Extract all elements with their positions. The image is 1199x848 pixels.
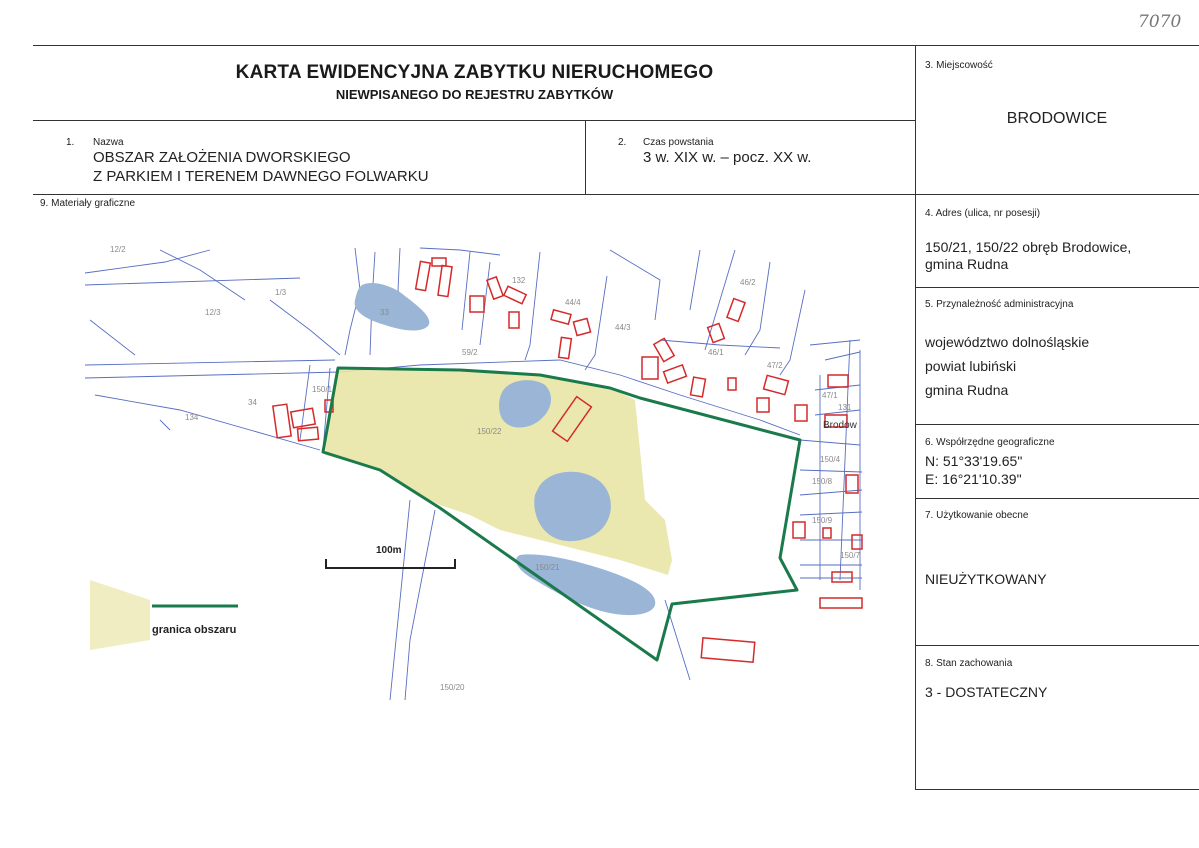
stan-value: 3 - DOSTATECZNY — [925, 684, 1048, 700]
czas-value: 3 w. XIX w. – pocz. XX w. — [643, 149, 812, 166]
svg-text:47/1: 47/1 — [822, 391, 838, 400]
svg-text:59/2: 59/2 — [462, 348, 478, 357]
svg-text:150/22: 150/22 — [477, 427, 502, 436]
svg-text:131: 131 — [838, 403, 852, 412]
nazwa-label: Nazwa — [93, 137, 124, 148]
uzytkowanie-label: 7. Użytkowanie obecne — [925, 510, 1029, 521]
svg-text:150/21: 150/21 — [535, 563, 560, 572]
scale-bar — [326, 559, 455, 568]
svg-text:132: 132 — [512, 276, 526, 285]
wspolrzedne-label: 6. Współrzędne geograficzne — [925, 437, 1055, 448]
czas-label: Czas powstania — [643, 137, 714, 148]
adres-line1: 150/21, 150/22 obręb Brodowice, — [925, 239, 1132, 255]
przynaleznosc-line1: województwo dolnośląskie — [925, 334, 1090, 350]
page-title: KARTA EWIDENCYJNA ZABYTKU NIERUCHOMEGO — [235, 62, 714, 83]
pond-north — [355, 283, 430, 330]
scale-label: 100m — [376, 545, 402, 556]
nazwa-value-line2: Z PARKIEM I TERENEM DAWNEGO FOLWARKU — [93, 168, 429, 185]
frame-bottom-line — [915, 789, 1199, 790]
materialy-label: 9. Materiały graficzne — [40, 198, 136, 209]
svg-text:44/3: 44/3 — [615, 323, 631, 332]
address-bottom-line — [915, 287, 1199, 288]
archive-stamp: 7070 — [1138, 12, 1182, 32]
przynaleznosc-line3: gmina Rudna — [925, 382, 1009, 398]
nazwa-number: 1. — [66, 137, 75, 148]
miejscowosc-label: 3. Miejscowość — [925, 60, 993, 71]
park-area — [325, 368, 672, 575]
pond-park-center — [534, 472, 611, 541]
place-label: Brodow — [823, 420, 857, 431]
svg-text:34: 34 — [248, 398, 257, 407]
wspolrzedne-n: N: 51°33'19.65" — [925, 453, 1023, 469]
svg-text:46/1: 46/1 — [708, 348, 724, 357]
svg-text:47/2: 47/2 — [767, 361, 783, 370]
svg-text:150/1: 150/1 — [312, 385, 333, 394]
svg-text:46/2: 46/2 — [740, 278, 756, 287]
adres-line2: gmina Rudna — [925, 256, 1009, 272]
right-column-divider — [915, 45, 916, 790]
svg-text:150/4: 150/4 — [820, 455, 841, 464]
wspolrzedne-e: E: 16°21'10.39" — [925, 471, 1022, 487]
adres-label: 4. Adres (ulica, nr posesji) — [925, 208, 1041, 219]
svg-text:150/9: 150/9 — [812, 516, 833, 525]
coords-bottom-line — [915, 498, 1199, 499]
svg-text:150/7: 150/7 — [840, 551, 861, 560]
admin-bottom-line — [915, 424, 1199, 425]
czas-number: 2. — [618, 137, 627, 148]
przynaleznosc-label: 5. Przynależność administracyjna — [925, 299, 1074, 310]
uzytkowanie-value: NIEUŻYTKOWANY — [925, 571, 1047, 587]
svg-text:33: 33 — [380, 308, 389, 317]
svg-text:1/3: 1/3 — [275, 288, 287, 297]
legend-label: granica obszaru — [152, 624, 237, 636]
svg-text:150/8: 150/8 — [812, 477, 833, 486]
page-subtitle: NIEWPISANEGO DO REJESTRU ZABYTKÓW — [335, 87, 614, 102]
svg-text:134: 134 — [185, 413, 199, 422]
svg-text:44/4: 44/4 — [565, 298, 581, 307]
miejscowosc-value: BRODOWICE — [1006, 110, 1108, 127]
svg-text:12/3: 12/3 — [205, 308, 221, 317]
przynaleznosc-line2: powiat lubiński — [925, 358, 1017, 374]
stan-label: 8. Stan zachowania — [925, 658, 1013, 669]
svg-text:12/2: 12/2 — [110, 245, 126, 254]
nazwa-value-line1: OBSZAR ZAŁOŻENIA DWORSKIEGO — [93, 149, 351, 166]
usage-bottom-line — [915, 645, 1199, 646]
legend — [90, 580, 238, 650]
svg-text:150/20: 150/20 — [440, 683, 465, 692]
